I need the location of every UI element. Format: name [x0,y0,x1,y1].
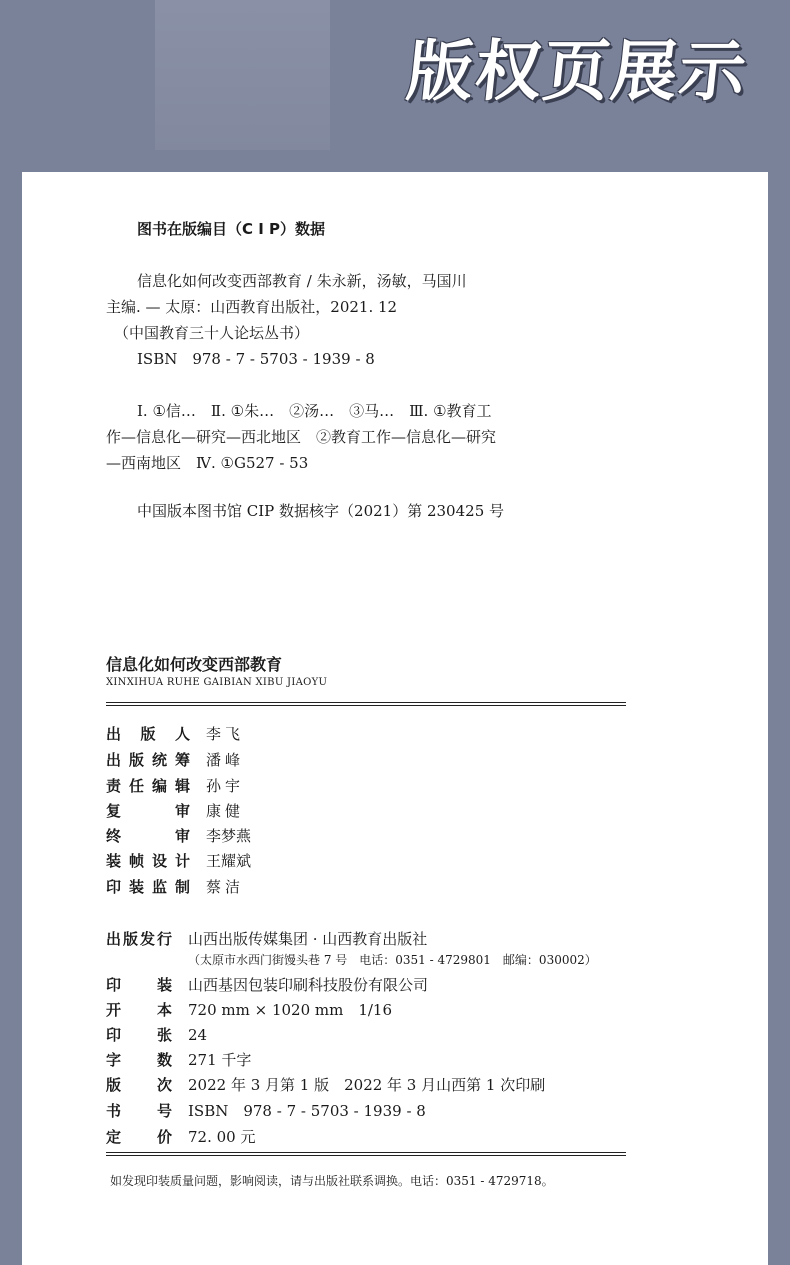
credit-label: 出版人 [106,725,190,743]
credit-label: 出版统筹 [106,751,190,769]
publication-label: 开本 [106,1001,172,1019]
publication-label: 印装 [106,976,172,994]
publication-row [106,1100,426,1121]
publisher-address: （太原市水西门街馒头巷 7 号 电话：0351 - 4729801 邮编：030002） [188,953,597,967]
credit-value: 蔡洁 [206,878,245,896]
book-pinyin: XINXIHUA RUHE GAIBIAN XIBU JIAOYU [106,677,328,688]
divider-double [106,702,626,706]
credit-value: 李梦燕 [206,827,252,845]
cip-number: 中国版本图书馆 CIP 数据核字（2021）第 230425 号 [137,502,505,520]
cip-line: ISBN 978 - 7 - 5703 - 1939 - 8 [137,350,375,368]
credit-row [106,775,244,796]
publication-value: ISBN 978 - 7 - 5703 - 1939 - 8 [188,1102,426,1120]
cip-heading: 图书在版编目（C I P）数据 [137,220,326,238]
publication-value: 72. 00 元 [188,1128,256,1146]
credit-row [106,723,244,744]
publication-value: 271 千字 [188,1051,252,1069]
publication-row [106,999,392,1020]
distributor-value: 山西出版传媒集团 · 山西教育出版社 [188,930,428,948]
credit-value: 康健 [206,802,245,820]
distributor-label: 出版发行 [106,930,172,948]
credit-label: 终审 [106,827,190,845]
cip-line: 主编. — 太原：山西教育出版社，2021. 12 [106,298,398,316]
book-title: 信息化如何改变西部教育 [106,655,283,674]
credit-value: 李飞 [206,725,245,743]
credit-row [106,876,244,897]
cip-line: （中国教育三十人论坛丛书） [114,324,310,342]
publication-label: 书号 [106,1102,172,1120]
cip-classification-line: Ⅰ. ①信… Ⅱ. ①朱… ②汤… ③马… Ⅲ. ①教育工 [137,402,492,420]
banner-title: 版权页展示 [403,33,752,110]
background-book-image [155,0,330,150]
credit-label: 责任编辑 [106,777,190,795]
credit-label: 复审 [106,802,190,820]
copyright-page [22,172,768,1265]
credit-row [106,749,244,770]
publication-label: 定价 [106,1128,172,1146]
credit-row [106,800,244,821]
credit-label: 装帧设计 [106,852,190,870]
publication-row [106,1049,251,1070]
cip-classification-line: —西南地区 Ⅳ. ①G527 - 53 [106,454,309,472]
publication-label: 字数 [106,1051,172,1069]
cip-classification-line: 作—信息化—研究—西北地区 ②教育工作—信息化—研究 [106,428,497,446]
credit-row [106,825,251,846]
publication-row [106,1126,255,1147]
cip-line: 信息化如何改变西部教育 / 朱永新，汤敏，马国川 [137,272,467,290]
publication-value: 山西基因包装印刷科技股份有限公司 [188,976,429,994]
publication-value: 2022 年 3 月第 1 版 2022 年 3 月山西第 1 次印刷 [188,1076,546,1094]
credit-row [106,850,251,871]
publication-row [106,1074,545,1095]
publication-row [106,1024,207,1045]
credit-value: 孙宇 [206,777,245,795]
credit-value: 王耀斌 [206,852,252,870]
publication-label: 版次 [106,1076,172,1094]
publication-value: 24 [188,1026,208,1044]
publication-row [106,974,428,995]
publication-value: 720 mm × 1020 mm 1/16 [188,1001,393,1019]
credit-label: 印装监制 [106,878,190,896]
divider-double [106,1152,626,1156]
footer-note: 如发现印装质量问题，影响阅读，请与出版社联系调换。电话：0351 - 4729718。 [110,1174,554,1188]
distributor-row [106,928,427,949]
credit-value: 潘峰 [206,751,245,769]
publication-label: 印张 [106,1026,172,1044]
